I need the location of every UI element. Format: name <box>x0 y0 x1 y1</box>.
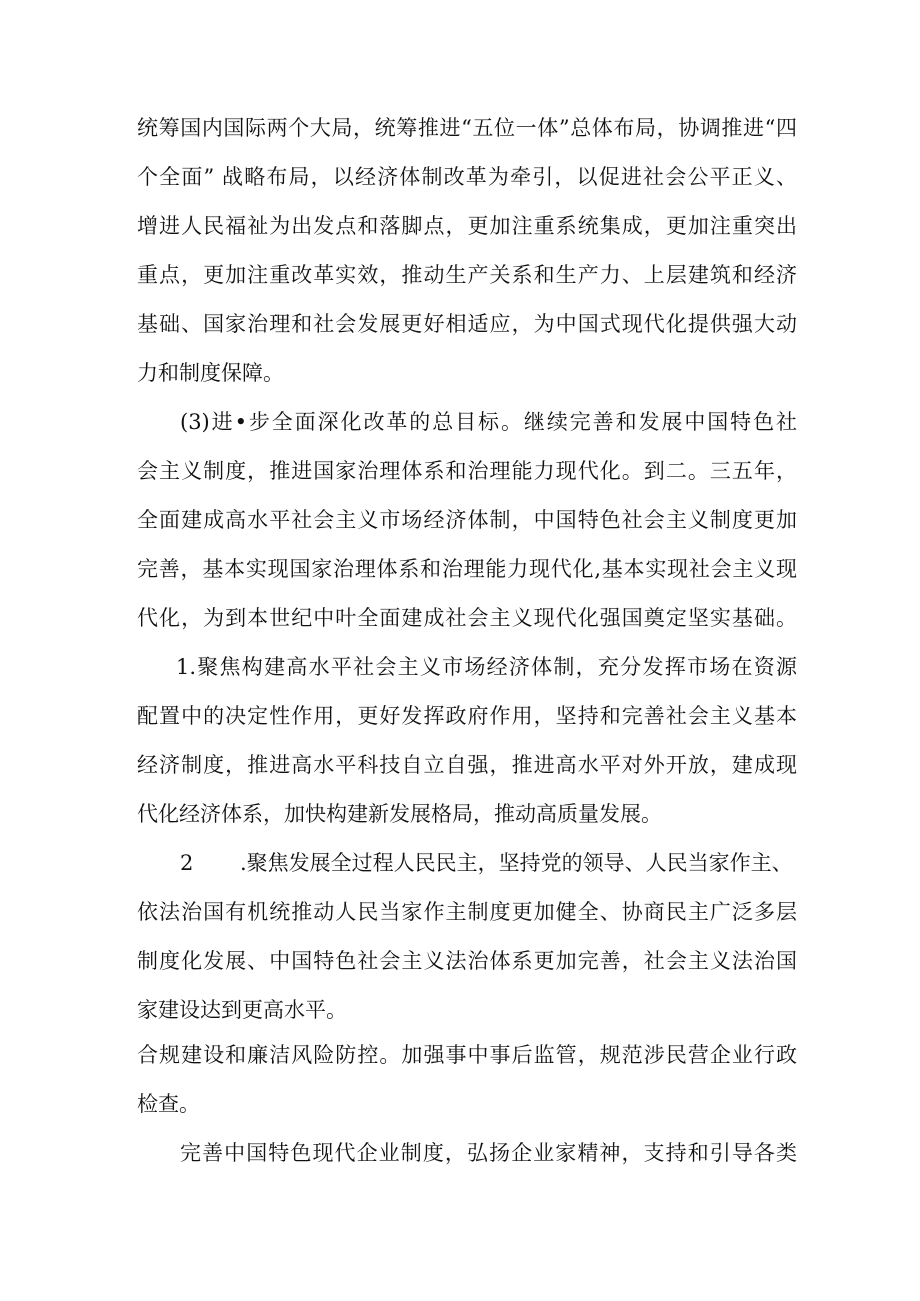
paragraph-3-line-1: 1.聚焦构建高水平社会主义市场经济体制，充分发挥市场在资源 <box>176 655 797 679</box>
paragraph-1-line-4: 重点，更加注重改革实效，推动生产关系和生产力、上层建筑和经济 <box>137 263 797 287</box>
paragraph-4-line-3: 制度化发展、中国特色社会主义法治体系更加完善，社会主义法治国 <box>137 949 797 973</box>
paragraph-1-line-5: 基础、国家治理和社会发展更好相适应，为中国式现代化提供强大动 <box>137 312 797 336</box>
paragraph-5-line-2: 检查。 <box>137 1092 200 1116</box>
paragraph-5-line-1: 合规建设和廉洁风险防控。加强事中事后监管，规范涉民营企业行政 <box>137 1043 797 1067</box>
paragraph-3-line-3: 经济制度，推进高水平科技自立自强，推进高水平对外开放，建成现 <box>137 753 797 777</box>
paragraph-4-line-2: 依法治国有机统推动人民当家作主制度更加健全、协商民主广泛多层 <box>137 900 797 924</box>
paragraph-4-number: 2 <box>180 851 194 875</box>
paragraph-1-line-1: 统筹国内国际两个大局，统筹推进“五位一体”总体布局，协调推进“四 <box>137 116 797 140</box>
paragraph-2-line-5: 代化，为到本世纪中叶全面建成社会主义现代化强国奠定坚实基础。 <box>137 606 797 630</box>
paragraph-4-line-1-text: .聚焦发展全过程人民民主，坚持党的领导、人民当家作主、 <box>240 851 793 875</box>
paragraph-4-line-1 <box>180 848 793 878</box>
paragraph-2-line-3: 全面建成高水平社会主义市场经济体制，中国特色社会主义制度更加 <box>137 508 797 532</box>
paragraph-2-line-4: 完善，基本实现国家治理体系和治理能力现代化,基本实现社会主义现 <box>137 557 797 581</box>
paragraph-2-line-1: (3)进•步全面深化改革的总目标。继续完善和发展中国特色社 <box>180 410 797 434</box>
paragraph-3-line-4: 代化经济体系，加快构建新发展格局，推动高质量发展。 <box>137 802 662 826</box>
paragraph-1-line-2: 个全面” 战略布局，以经济体制改革为牵引，以促进社会公平正义、 <box>137 165 797 189</box>
paragraph-3-line-2: 配置中的决定性作用，更好发挥政府作用，坚持和完善社会主义基本 <box>137 704 797 728</box>
paragraph-1-line-6: 力和制度保障。 <box>137 361 284 385</box>
paragraph-1-line-3: 增进人民福祉为出发点和落脚点，更加注重系统集成，更加注重突出 <box>137 214 797 238</box>
paragraph-2-line-2: 会主义制度，推进国家治理体系和治理能力现代化。到二。三五年， <box>137 459 797 483</box>
paragraph-4-line-4: 家建设达到更高水平。 <box>137 998 347 1022</box>
paragraph-6-line-1: 完善中国特色现代企业制度，弘扬企业家精神，支持和引导各类 <box>180 1141 797 1165</box>
